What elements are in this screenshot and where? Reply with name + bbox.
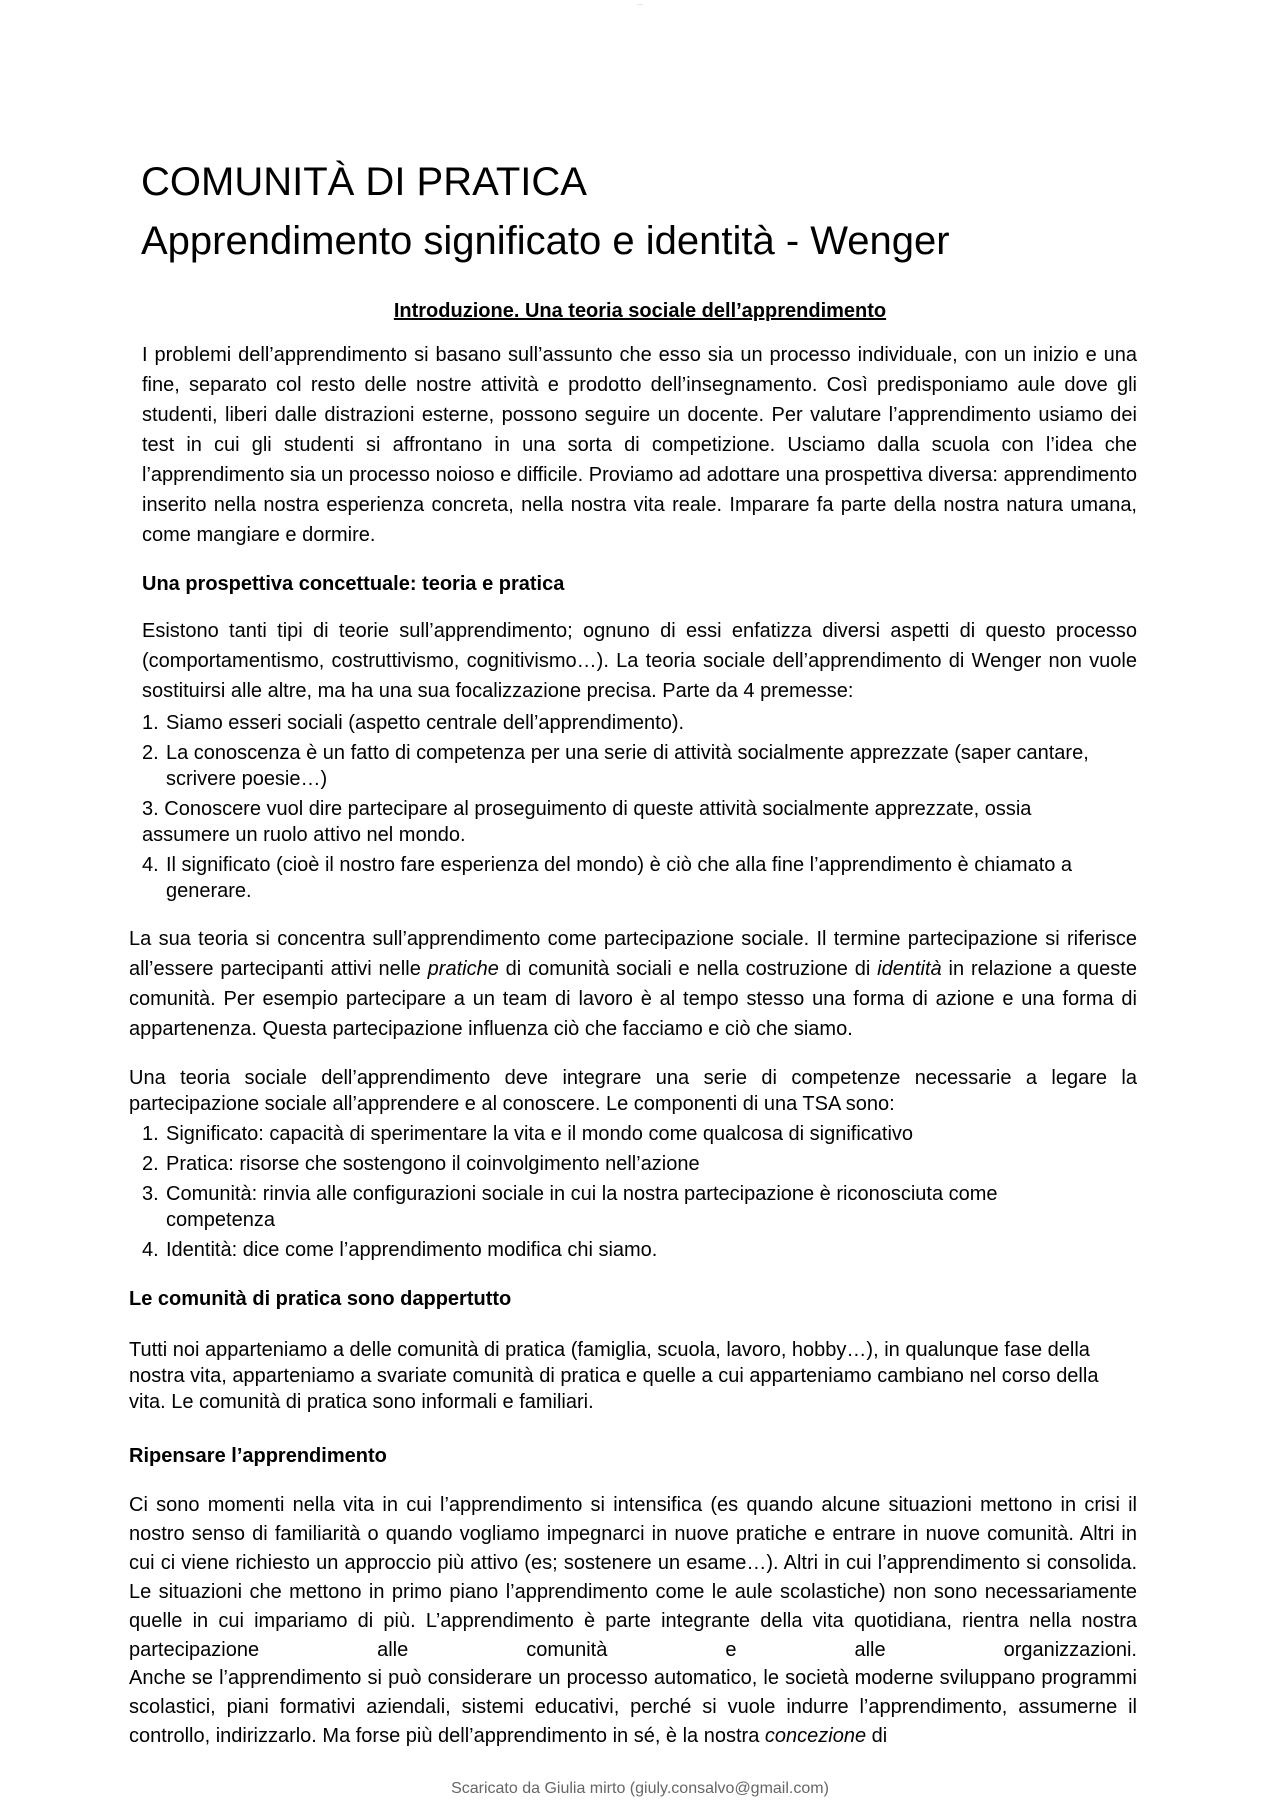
premises-list <box>142 710 1102 904</box>
list-text: Pratica: risorse che sostengono il coinvolgimento nell’azione <box>166 1153 700 1175</box>
list-text: Conoscere vuol dire partecipare al proseguimento di queste attività socialmente apprezzate, ossia assumere un ruolo attivo nel mondo. <box>142 798 1032 846</box>
intro-heading: Introduzione. Una teoria sociale dell’apprendimento <box>393 300 887 322</box>
list-number: 2. <box>142 1153 159 1175</box>
ripensare-italic-concezione: concezione <box>764 1725 867 1747</box>
ripensare-text-b: Anche se l’apprendimento si può considerare un processo automatico, le società moderne sviluppano programmi scolastici, piani formativi aziendali, sistemi educativi, perché si vuole indurre l’apprendimento, assumerne il controllo, indirizzarlo. Ma forse più dell’apprendimento in sé, è la nostra <box>129 1667 1137 1747</box>
list-item <box>142 1151 1102 1177</box>
components-list <box>142 1121 1102 1263</box>
list-item <box>142 852 1102 904</box>
participation-text-b: di comunità sociali e nella costruzione di <box>498 958 878 980</box>
list-item <box>142 796 1102 848</box>
participation-text-a: La sua teoria si concentra sull’apprendimento come partecipazione sociale. Il termine partecipazione si riferisce all’essere partecipanti attivi nelle <box>129 928 1137 980</box>
list-text: Siamo esseri sociali (aspetto centrale dell’apprendimento). <box>166 712 685 734</box>
document-title: COMUNITÀ DI PRATICA <box>141 160 587 204</box>
list-text: Comunità: rinvia alle configurazioni sociale in cui la nostra partecipazione è riconosciuta come competenza <box>166 1183 998 1231</box>
download-footer: Scaricato da Giulia mirto (giuly.consalvo@gmail.com) <box>451 1780 829 1797</box>
participation-text-c: in relazione a queste comunità. Per esempio partecipare a un team di lavoro è al tempo stesso una forma di azione e una forma di appartenenza. Questa partecipazione influenza ciò che facciamo e ciò che siamo. <box>129 958 1137 1040</box>
participation-italic-identita: identità <box>877 958 942 980</box>
tsa-paragraph: Una teoria sociale dell’apprendimento deve integrare una serie di competenze necessarie a legare la partecipazione sociale all’apprendere e al conoscere. Le componenti di una TSA sono: <box>129 1067 1137 1115</box>
list-item <box>142 1237 1102 1263</box>
list-text: Il significato (cioè il nostro fare esperienza del mondo) è ciò che alla fine l’apprendimento è chiamato a generare. <box>166 854 1073 902</box>
list-text: La conoscenza è un fatto di competenza per una serie di attività socialmente apprezzate (saper cantare, scrivere poesie…) <box>166 742 1089 790</box>
list-number: 4. <box>142 854 159 876</box>
section-paragraph-ripensare-b <box>129 1664 1137 1751</box>
section-paragraph-prospettiva: Esistono tanti tipi di teorie sull’apprendimento; ognuno di essi enfatizza diversi aspetti di questo processo (comportamentismo, costruttivismo, cognitivismo…). La teoria sociale dell’apprendimento di Wenger non vuole sostituirsi alle altre, ma ha una sua focalizzazione precisa. Parte da 4 premesse: <box>142 620 1137 702</box>
list-item <box>142 740 1102 792</box>
list-number: 2. <box>142 742 159 764</box>
list-item <box>142 1121 1102 1147</box>
list-number: 3. <box>142 798 159 820</box>
list-item <box>142 1181 1102 1233</box>
section-paragraph-dappertutto: Tutti noi apparteniamo a delle comunità di pratica (famiglia, scuola, lavoro, hobby…), in qualunque fase della nostra vita, apparteniamo a svariate comunità di pratica e quelle a cui apparteniamo cambiano nel corso della vita. Le comunità di pratica sono informali e familiari. <box>129 1339 1099 1413</box>
document-subtitle: Apprendimento significato e identità - Wenger <box>141 219 950 263</box>
intro-paragraph: I problemi dell’apprendimento si basano sull’assunto che esso sia un processo individuale, con un inizio e una fine, separato col resto delle nostre attività e prodotto dell’insegnamento. Così predisponiamo aule dove gli studenti, liberi dalle distrazioni esterne, possono seguire un docente. Per valutare l’apprendimento usiamo dei test in cui gli studenti si affrontano in una sorta di competizione. Usciamo dalla scuola con l’idea che l’apprendimento sia un processo noioso e difficile. Proviamo ad adottare una prospettiva diversa: apprendimento inserito nella nostra esperienza concreta, nella nostra vita reale. Imparare fa parte della nostra natura umana, come mangiare e dormire. <box>142 344 1137 546</box>
section-heading-dappertutto: Le comunità di pratica sono dappertutto <box>129 1288 512 1310</box>
list-number: 3. <box>142 1183 159 1205</box>
top-mark: ----- <box>636 1 644 6</box>
list-number: 1. <box>142 1123 159 1145</box>
list-text: Identità: dice come l’apprendimento modifica chi siamo. <box>166 1239 658 1261</box>
list-number: 4. <box>142 1239 159 1261</box>
participation-italic-pratiche: pratiche <box>427 958 499 980</box>
section-heading-prospettiva: Una prospettiva concettuale: teoria e pratica <box>142 573 565 595</box>
list-number: 1. <box>142 712 159 734</box>
ripensare-text-c: di <box>866 1725 888 1747</box>
participation-paragraph <box>129 924 1137 1044</box>
list-item <box>142 710 1102 736</box>
section-paragraph-ripensare-a: Ci sono momenti nella vita in cui l’apprendimento si intensifica (es quando alcune situazioni mettono in crisi il nostro senso di familiarità o quando vogliamo impegnarci in nuove pratiche e entrare in nuove comunità. Altri in cui ci viene richiesto un approccio più attivo (es; sostenere un esame…). Altri in cui l’apprendimento si consolida. Le situazioni che mettono in primo piano l’apprendimento come le aule scolastiche) non sono necessariamente quelle in cui impariamo di più. L’apprendimento è parte integrante della vita quotidiana, rientra nella nostra partecipazione alle comunità e alle organizzazioni. <box>129 1494 1137 1661</box>
section-heading-ripensare: Ripensare l’apprendimento <box>129 1445 387 1467</box>
list-text: Significato: capacità di sperimentare la vita e il mondo come qualcosa di significativo <box>166 1123 914 1145</box>
